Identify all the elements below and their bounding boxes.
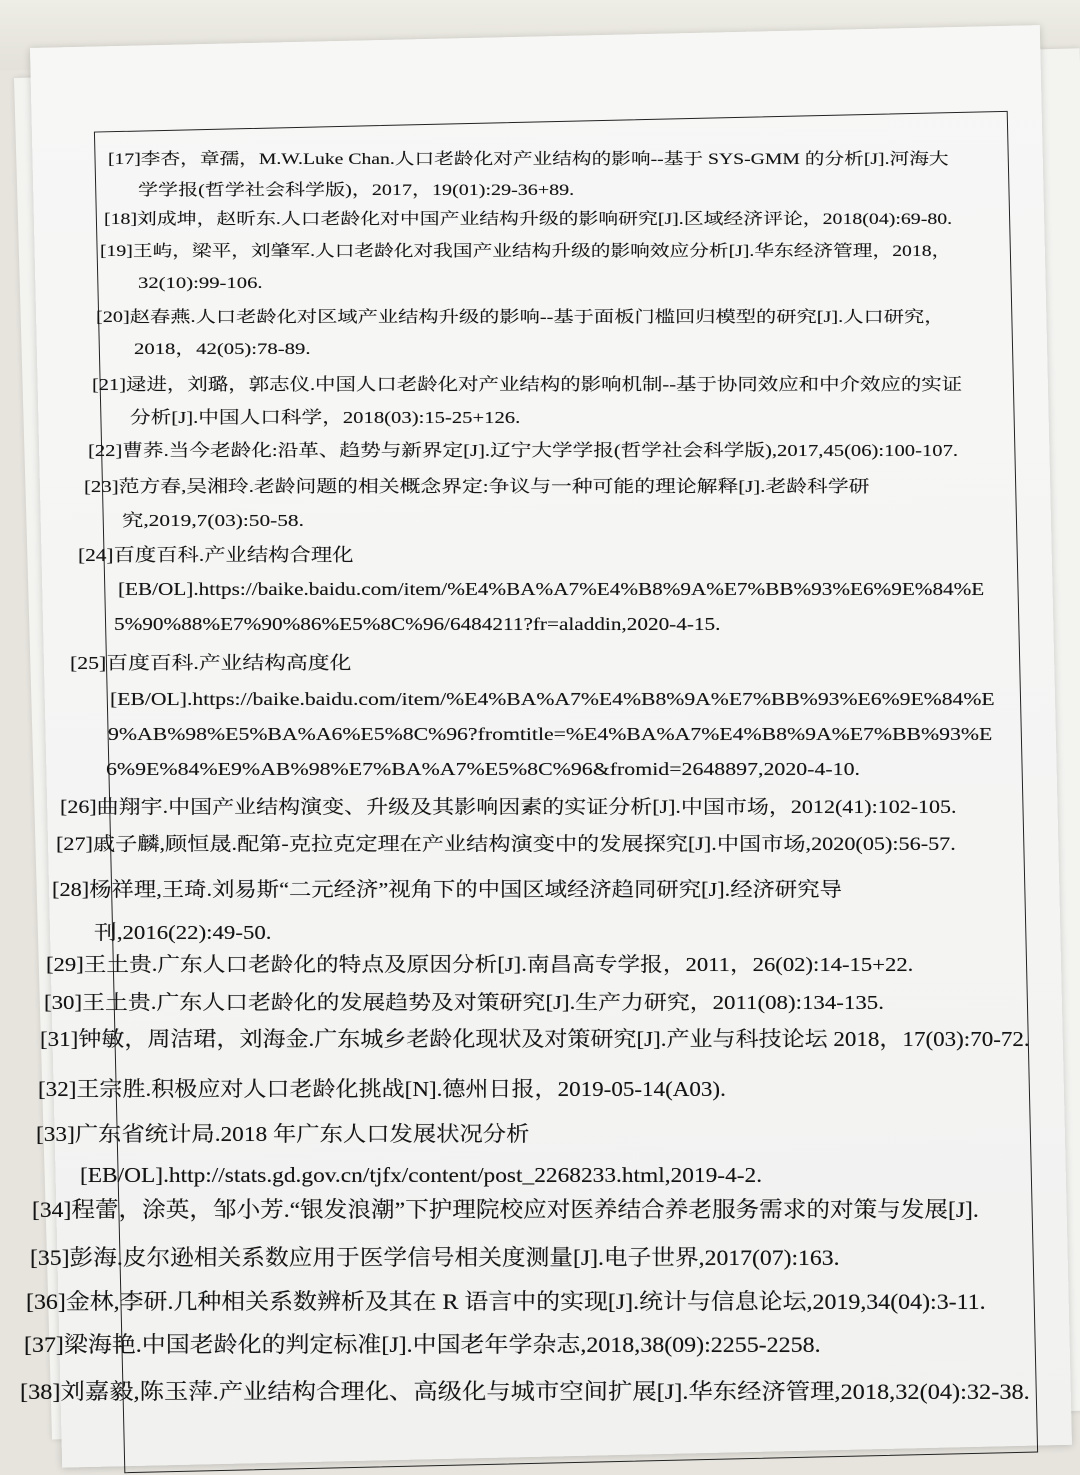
reference-line: [21]逯进，刘璐，郭志仪.中国人口老龄化对产业结构的影响机制--基于协同效应和中介效应的实证: [92, 375, 963, 395]
reference-line: [35]彭海.皮尔逊相关系数应用于医学信号相关度测量[J].电子世界,2017(07):163.: [30, 1244, 840, 1270]
reference-line: [EB/OL].http://stats.gd.gov.cn/tjfx/content/post_2268233.html,2019-4-2.: [80, 1163, 763, 1188]
reference-line: [23]范方春,吴湘玲.老龄问题的相关概念界定:争议与一种可能的理论解释[J].老龄科学研: [84, 477, 870, 497]
reference-line: [25]百度百科.产业结构高度化: [70, 653, 352, 674]
reference-line: 6%9E%84%E9%AB%98%E7%BA%A7%E5%8C%96&fromid=2648897,2020-4-10.: [106, 759, 860, 780]
reference-line: [33]广东省统计局.2018 年广东人口发展状况分析: [36, 1122, 530, 1147]
reference-line: [30]王土贵.广东人口老龄化的发展趋势及对策研究[J].生产力研究，2011(08):134-135.: [44, 992, 884, 1014]
reference-line: 刊,2016(22):49-50.: [94, 922, 272, 944]
reference-line: [EB/OL].https://baike.baidu.com/item/%E4%BA%A7%E4%B8%9A%E7%BB%93%E6%9E%84%E: [118, 579, 985, 600]
reference-line: 5%90%88%E7%90%86%E5%8C%96/6484211?fr=aladdin,2020-4-15.: [114, 614, 721, 635]
reference-line: [31]钟敏，周洁珺，刘海金.广东城乡老龄化现状及对策研究[J].产业与科技论坛 2018，17(03):70-72.: [40, 1027, 1030, 1052]
reference-line: [28]杨祥理,王琦.刘易斯“二元经济”视角下的中国区域经济趋同研究[J].经济研究导: [52, 879, 842, 901]
reference-line: 分析[J].中国人口科学，2018(03):15-25+126.: [130, 408, 521, 428]
reference-line: [34]程蕾，涂英，邹小芳.“银发浪潮”下护理院校应对医养结合养老服务需求的对策与发展[J].: [32, 1196, 979, 1222]
reference-line: [22]曹荞.当今老龄化:沿革、趋势与新界定[J].辽宁大学学报(哲学社会科学版),2017,45(06):100-107.: [88, 441, 959, 461]
reference-line: [EB/OL].https://baike.baidu.com/item/%E4%BA%A7%E4%B8%9A%E7%BB%93%E6%9E%84%E: [110, 689, 995, 710]
reference-line: 究,2019,7(03):50-58.: [122, 511, 304, 531]
reference-line: [20]赵春燕.人口老龄化对区域产业结构升级的影响--基于面板门槛回归模型的研究[J].人口研究，: [96, 308, 945, 326]
reference-line: [18]刘成坤，赵昕东.人口老龄化对中国产业结构升级的影响研究[J].区域经济评论，2018(04):69-80.: [104, 210, 953, 228]
reference-line: 9%AB%98%E5%BA%A6%E5%8C%96?fromtitle=%E4%BA%A7%E4%B8%9A%E7%BB%93%E: [108, 724, 993, 745]
reference-line: [29]王土贵.广东人口老龄化的特点及原因分析[J].南昌高专学报，2011，26(02):14-15+22.: [46, 954, 914, 976]
reference-line: 学学报(哲学社会科学版)，2017，19(01):29-36+89.: [138, 181, 575, 199]
reference-line: [24]百度百科.产业结构合理化: [78, 545, 354, 566]
reference-line: [17]李杏，章孺，M.W.Luke Chan.人口老龄化对产业结构的影响--基于 SYS-GMM 的分析[J].河海大: [108, 150, 949, 168]
reference-line: [26]曲翔宇.中国产业结构演变、升级及其影响因素的实证分析[J].中国市场，2012(41):102-105.: [60, 796, 957, 818]
reference-line: [36]金林,李研.几种相关系数辨析及其在 R 语言中的实现[J].统计与信息论坛,2019,34(04):3-11.: [26, 1288, 986, 1314]
reference-line: 32(10):99-106.: [138, 274, 263, 292]
reference-line: [19]王屿，梁平，刘肇军.人口老龄化对我国产业结构升级的影响效应分析[J].华东经济管理，2018，: [100, 242, 952, 260]
reference-line: [27]戚子麟,顾恒晟.配第-克拉克定理在产业结构演变中的发展探究[J].中国市场,2020(05):56-57.: [56, 833, 956, 855]
reference-line: 2018，42(05):78-89.: [134, 340, 311, 358]
reference-line: [38]刘嘉毅,陈玉萍.产业结构合理化、高级化与城市空间扩展[J].华东经济管理,2018,32(04):32-38.: [20, 1378, 1030, 1404]
reference-line: [32]王宗胜.积极应对人口老龄化挑战[N].德州日报，2019-05-14(A03).: [38, 1077, 726, 1102]
reference-line: [37]梁海艳.中国老龄化的判定标准[J].中国老年学杂志,2018,38(09):2255-2258.: [24, 1331, 821, 1357]
